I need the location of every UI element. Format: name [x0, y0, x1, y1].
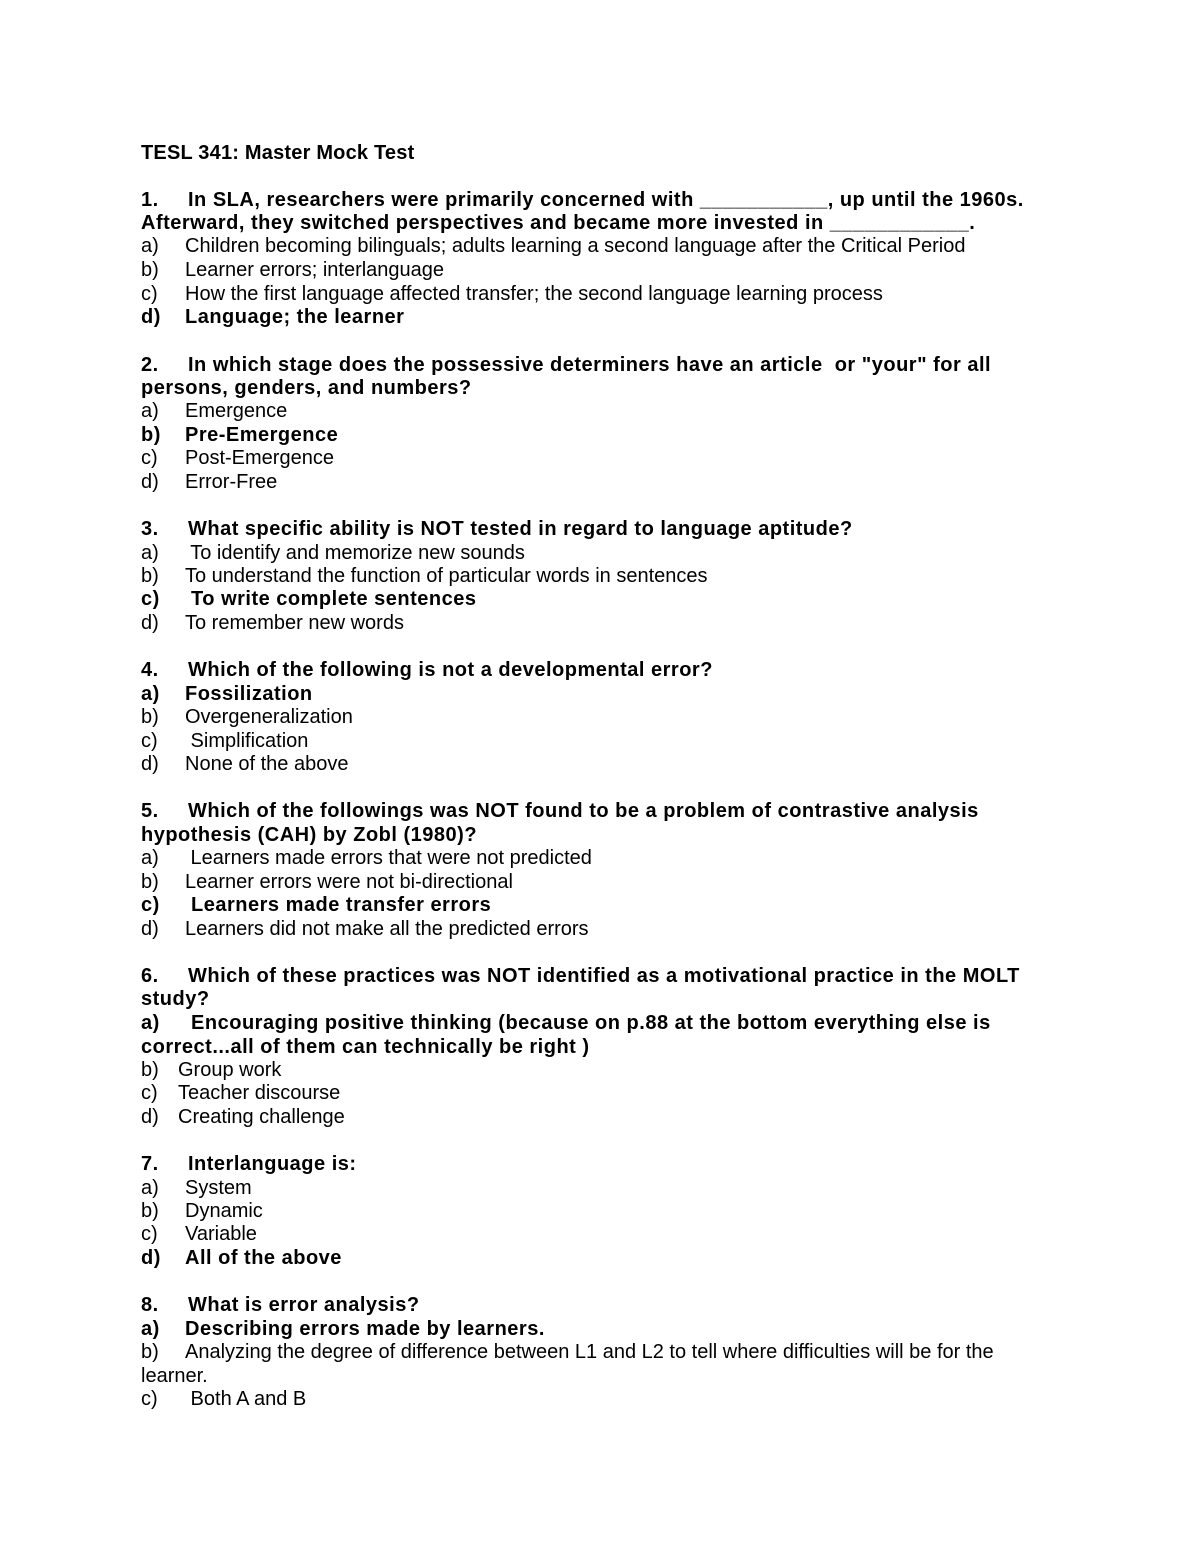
question-1-line-2: Afterward, they switched perspectives and became more invested in ____________. [141, 212, 976, 234]
option-text: Post-Emergence [185, 447, 334, 469]
option-label: b) [141, 1059, 159, 1081]
option-label: b) [141, 565, 159, 587]
option-label: b) [141, 706, 159, 728]
question-6-option-a-correct [141, 1011, 991, 1035]
option-text: Children becoming bilinguals; adults learning a second language after the Critical Period [185, 235, 966, 257]
option-label: a) [141, 1318, 160, 1340]
question-4-option-b [141, 705, 353, 729]
option-label: c) [141, 1388, 158, 1410]
question-1-line-1 [141, 188, 1024, 212]
option-text: Learner errors were not bi-directional [185, 871, 513, 893]
question-number: 5. [141, 800, 159, 822]
option-label: a) [141, 542, 159, 564]
option-text: To remember new words [185, 612, 404, 634]
question-5-option-d [141, 917, 589, 941]
option-label: d) [141, 612, 159, 634]
option-label: c) [141, 447, 158, 469]
question-text: Which of the followings was NOT found to be a problem of contrastive analysis [188, 800, 979, 822]
question-7-option-d-correct [141, 1246, 342, 1270]
option-label: c) [141, 283, 158, 305]
option-text: Teacher discourse [178, 1082, 341, 1104]
question-5-option-a [141, 846, 592, 870]
question-6-option-d [141, 1105, 345, 1129]
option-label: a) [141, 400, 159, 422]
option-label: a) [141, 1012, 160, 1034]
question-2-line-2: persons, genders, and numbers? [141, 377, 472, 399]
option-label: b) [141, 259, 159, 281]
question-8-option-a-correct [141, 1317, 545, 1341]
question-text: What is error analysis? [188, 1294, 420, 1316]
question-1-option-d-correct [141, 305, 404, 329]
option-text: Error-Free [185, 471, 278, 493]
option-label: a) [141, 683, 160, 705]
option-text: Variable [185, 1223, 257, 1245]
question-number: 6. [141, 965, 159, 987]
document-title: TESL 341: Master Mock Test [141, 142, 415, 164]
question-6-option-c [141, 1081, 340, 1105]
option-label: d) [141, 471, 159, 493]
question-text: Which of these practices was NOT identified as a motivational practice in the MOLT [188, 965, 1020, 987]
option-text: To understand the function of particular words in sentences [185, 565, 708, 587]
question-8-line-1 [141, 1293, 420, 1317]
question-2-option-b-correct [141, 423, 338, 447]
question-6-line-1 [141, 964, 1020, 988]
option-label: c) [141, 730, 158, 752]
question-8-option-c [141, 1387, 306, 1411]
question-number: 7. [141, 1153, 159, 1175]
option-label: c) [141, 1082, 158, 1104]
option-text: Learner errors; interlanguage [185, 259, 445, 281]
option-text: None of the above [185, 753, 349, 775]
question-4-option-c [141, 729, 308, 753]
option-label: d) [141, 918, 159, 940]
option-text: Dynamic [185, 1200, 263, 1222]
question-text: In SLA, researchers were primarily concerned with ___________, up until the 1960s. [188, 189, 1024, 211]
option-label: c) [141, 1223, 158, 1245]
question-1-option-b [141, 258, 444, 282]
question-7-option-a [141, 1176, 252, 1200]
option-text: Emergence [185, 400, 288, 422]
question-text: Which of the following is not a developmental error? [188, 659, 713, 681]
option-label: b) [141, 871, 159, 893]
option-text: Group work [178, 1059, 282, 1081]
option-label: a) [141, 847, 159, 869]
option-text: Learners did not make all the predicted errors [185, 918, 589, 940]
question-text: In which stage does the possessive determiners have an article or "your" for all [188, 354, 992, 376]
question-5-option-b [141, 870, 513, 894]
question-4-option-a-correct [141, 682, 313, 706]
option-text: To write complete sentences [185, 588, 477, 610]
option-text: Describing errors made by learners. [185, 1318, 545, 1340]
option-text: Language; the learner [185, 306, 405, 328]
option-label: d) [141, 1247, 161, 1269]
option-text: Overgeneralization [185, 706, 353, 728]
question-1-option-c [141, 282, 883, 306]
question-6-option-b [141, 1058, 281, 1082]
option-text: Encouraging positive thinking (because on p.88 at the bottom everything else is [185, 1012, 991, 1034]
option-text: Fossilization [185, 683, 313, 705]
option-text: Analyzing the degree of difference between L1 and L2 to tell where difficulties will be for the [185, 1341, 994, 1363]
question-6-line-2: study? [141, 988, 210, 1010]
question-5-line-1 [141, 799, 979, 823]
question-3-option-c-correct [141, 587, 477, 611]
option-text: How the first language affected transfer; the second language learning process [185, 283, 883, 305]
question-number: 1. [141, 189, 159, 211]
option-text: Both A and B [185, 1388, 307, 1410]
option-label: c) [141, 588, 160, 610]
question-7-option-c [141, 1222, 257, 1246]
question-number: 8. [141, 1294, 159, 1316]
question-7-option-b [141, 1199, 263, 1223]
question-5-line-2: hypothesis (CAH) by Zobl (1980)? [141, 824, 478, 846]
option-label: d) [141, 306, 161, 328]
option-label: d) [141, 1106, 159, 1128]
question-6-option-a-continuation: correct...all of them can technically be right ) [141, 1036, 590, 1058]
question-number: 4. [141, 659, 159, 681]
question-number: 3. [141, 518, 159, 540]
question-2-option-a [141, 399, 287, 423]
question-5-option-c-correct [141, 893, 491, 917]
question-1-option-a [141, 234, 965, 258]
option-label: b) [141, 424, 161, 446]
question-3-option-d [141, 611, 404, 635]
question-3-line-1 [141, 517, 853, 541]
question-text: What specific ability is NOT tested in regard to language aptitude? [188, 518, 853, 540]
question-number: 2. [141, 354, 159, 376]
question-8-option-b-continuation: learner. [141, 1365, 208, 1387]
question-2-option-c [141, 446, 334, 470]
option-text: To identify and memorize new sounds [185, 542, 525, 564]
question-4-line-1 [141, 658, 713, 682]
option-label: d) [141, 753, 159, 775]
option-label: c) [141, 894, 160, 916]
question-7-line-1 [141, 1152, 357, 1176]
question-3-option-a [141, 541, 525, 565]
option-text: System [185, 1177, 252, 1199]
option-label: b) [141, 1200, 159, 1222]
question-4-option-d [141, 752, 348, 776]
question-text: Interlanguage is: [188, 1153, 357, 1175]
question-8-option-b [141, 1340, 994, 1364]
option-label: a) [141, 1177, 159, 1199]
option-label: b) [141, 1341, 159, 1363]
option-label: a) [141, 235, 159, 257]
question-2-option-d [141, 470, 277, 494]
question-3-option-b [141, 564, 708, 588]
option-text: Creating challenge [178, 1106, 345, 1128]
option-text: Simplification [185, 730, 309, 752]
option-text: Learners made errors that were not predicted [185, 847, 592, 869]
question-2-line-1 [141, 353, 991, 377]
option-text: Pre-Emergence [185, 424, 339, 446]
option-text: Learners made transfer errors [185, 894, 492, 916]
option-text: All of the above [185, 1247, 342, 1269]
